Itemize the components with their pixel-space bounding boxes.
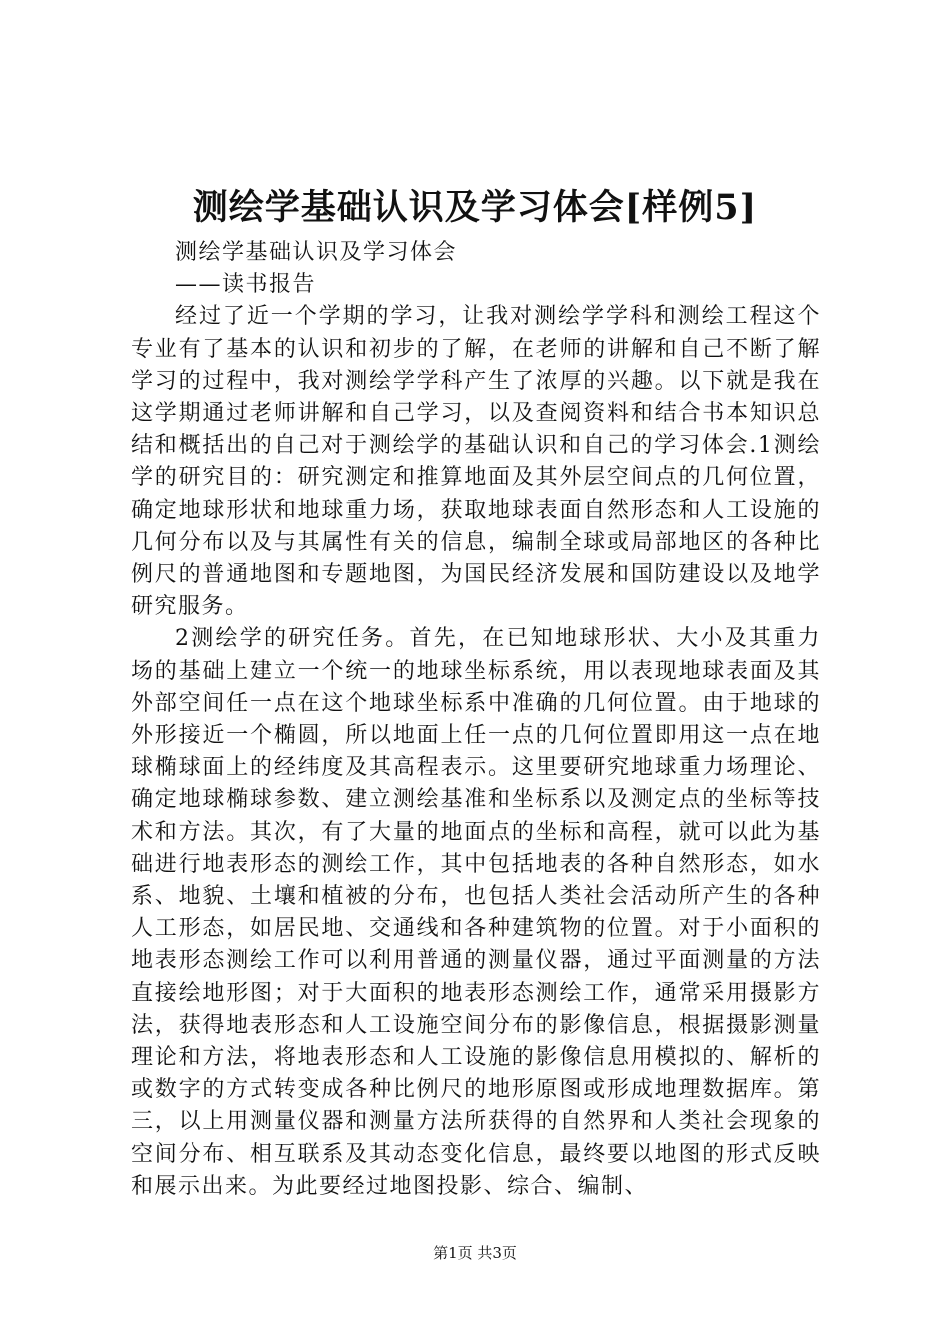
page-footer: 第1页 共3页 — [433, 1244, 517, 1262]
document-body — [131, 237, 821, 1203]
document-title: 测绘学基础认识及学习体会[样例5] — [192, 187, 758, 228]
subtitle-byline: ——读书报告 — [175, 272, 317, 298]
subtitle: 测绘学基础认识及学习体会 — [175, 240, 458, 265]
paragraph-1: 经过了近一个学期的学习，让我对测绘学学科和测绘工程这个专业有了基本的认识和初步的了解，在老师的讲解和自己不断了解学习的过程中，我对测绘学学科产生了浓厚的兴趣。以下就是我在这学期通过老师讲解和自己学习，以及查阅资料和结合书本知识总结和概括出的自己对于测绘学的基础认识和自己的学习体会.1测绘学的研究目的：研究测定和推算地面及其外层空间点的几何位置，确定地球形状和地球重力场，获取地球表面自然形态和人工设施的几何分布以及与其属性有关的信息，编制全球或局部地区的各种比例尺的普通地图和专题地图，为国民经济发展和国防建设以及地学研究服务。 — [131, 304, 821, 620]
paragraph-2: 2测绘学的研究任务。首先，在已知地球形状、大小及其重力场的基础上建立一个统一的地球坐标系统，用以表现地球表面及其外部空间任一点在这个地球坐标系中准确的几何位置。由于地球的外形接近一个椭圆，所以地面上任一点的几何位置即用这一点在地球椭球面上的经纬度及其高程表示。这里要研究地球重力场理论、确定地球椭球参数、建立测绘基准和坐标系以及测定点的坐标等技术和方法。其次，有了大量的地面点的坐标和高程，就可以此为基础进行地表形态的测绘工作，其中包括地表的各种自然形态，如水系、地貌、土壤和植被的分布，也包括人类社会活动所产生的各种人工形态，如居民地、交通线和各种建筑物的位置。对于小面积的地表形态测绘工作可以利用普通的测量仪器，通过平面测量的方法直接绘地形图；对于大面积的地表形态测绘工作，通常采用摄影方法，获得地表形态和人工设施空间分布的影像信息，根据摄影测量理论和方法，将地表形态和人工设施的影像信息用模拟的、解析的或数字的方式转变成各种比例尺的地形原图或形成地理数据库。第三，以上用测量仪器和测量方法所获得的自然界和人类社会现象的空间分布、相互联系及其动态变化信息，最终要以地图的形式反映和展示出来。为此要经过地图投影、综合、编制、 — [131, 626, 821, 1199]
